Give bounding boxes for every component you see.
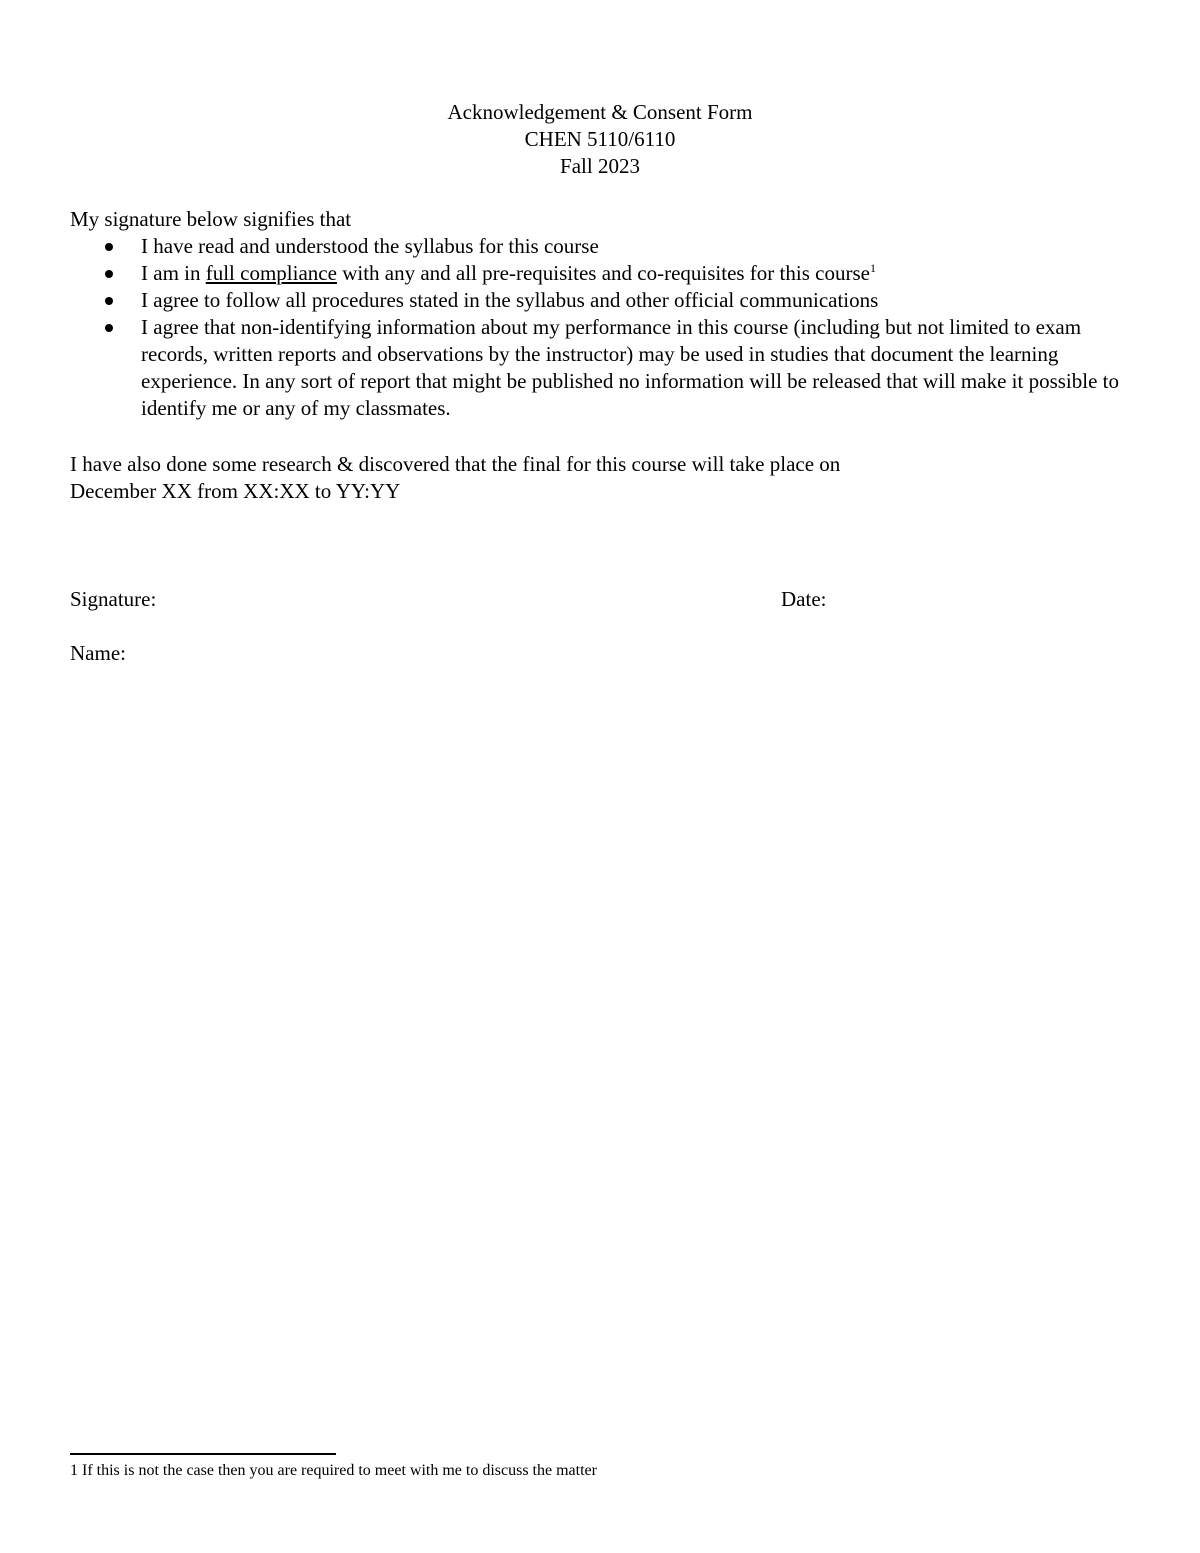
agreement-compliance-suffix: with any and all pre-requisites and co-requisites for this course: [336, 261, 870, 285]
name-label: Name:: [70, 641, 126, 665]
research-line-1: I have also done some research & discovered that the final for this course will take place on: [70, 452, 841, 476]
footnote-text: If this is not the case then you are required to meet with me to discuss the matter: [82, 1462, 597, 1479]
footnote-number: 1: [70, 1462, 78, 1479]
agreement-compliance-prefix: I am in: [141, 261, 206, 285]
course-code: CHEN 5110/6110: [524, 127, 676, 151]
bullet-icon: [105, 324, 113, 332]
form-title: Acknowledgement & Consent Form: [447, 100, 753, 124]
list-item: [70, 233, 1130, 260]
footnote: [70, 1461, 597, 1481]
final-exam-research: [70, 451, 1130, 505]
signature-label: Signature:: [70, 587, 157, 611]
footnote-divider: [70, 1453, 336, 1455]
agreement-read-syllabus: I have read and understood the syllabus for this course: [141, 234, 599, 258]
bullet-icon: [105, 270, 113, 278]
agreement-procedures: I agree to follow all procedures stated in the syllabus and other official communications: [141, 288, 879, 312]
agreement-list: [70, 233, 1130, 422]
footnote-reference: 1: [869, 261, 876, 275]
bullet-icon: [105, 243, 113, 251]
full-compliance-text: full compliance: [205, 261, 337, 285]
title-block: [0, 99, 1200, 180]
intro-text: My signature below signifies that: [70, 207, 352, 231]
date-label: Date:: [781, 587, 827, 611]
research-line-2: December XX from XX:XX to YY:YY: [70, 479, 401, 503]
term: Fall 2023: [560, 154, 640, 178]
bullet-icon: [105, 297, 113, 305]
agreement-research-data: I agree that non-identifying information about my performance in this course (including but not limited to exam records, written reports and observations by the instructor) may be used in studies that document the learning experience. In any sort of report that might be published no information will be released that will make it possible to identify me or any of my classmates.: [141, 315, 1119, 420]
list-item: [70, 287, 1130, 314]
list-item: [70, 314, 1130, 422]
list-item: [70, 260, 1130, 287]
